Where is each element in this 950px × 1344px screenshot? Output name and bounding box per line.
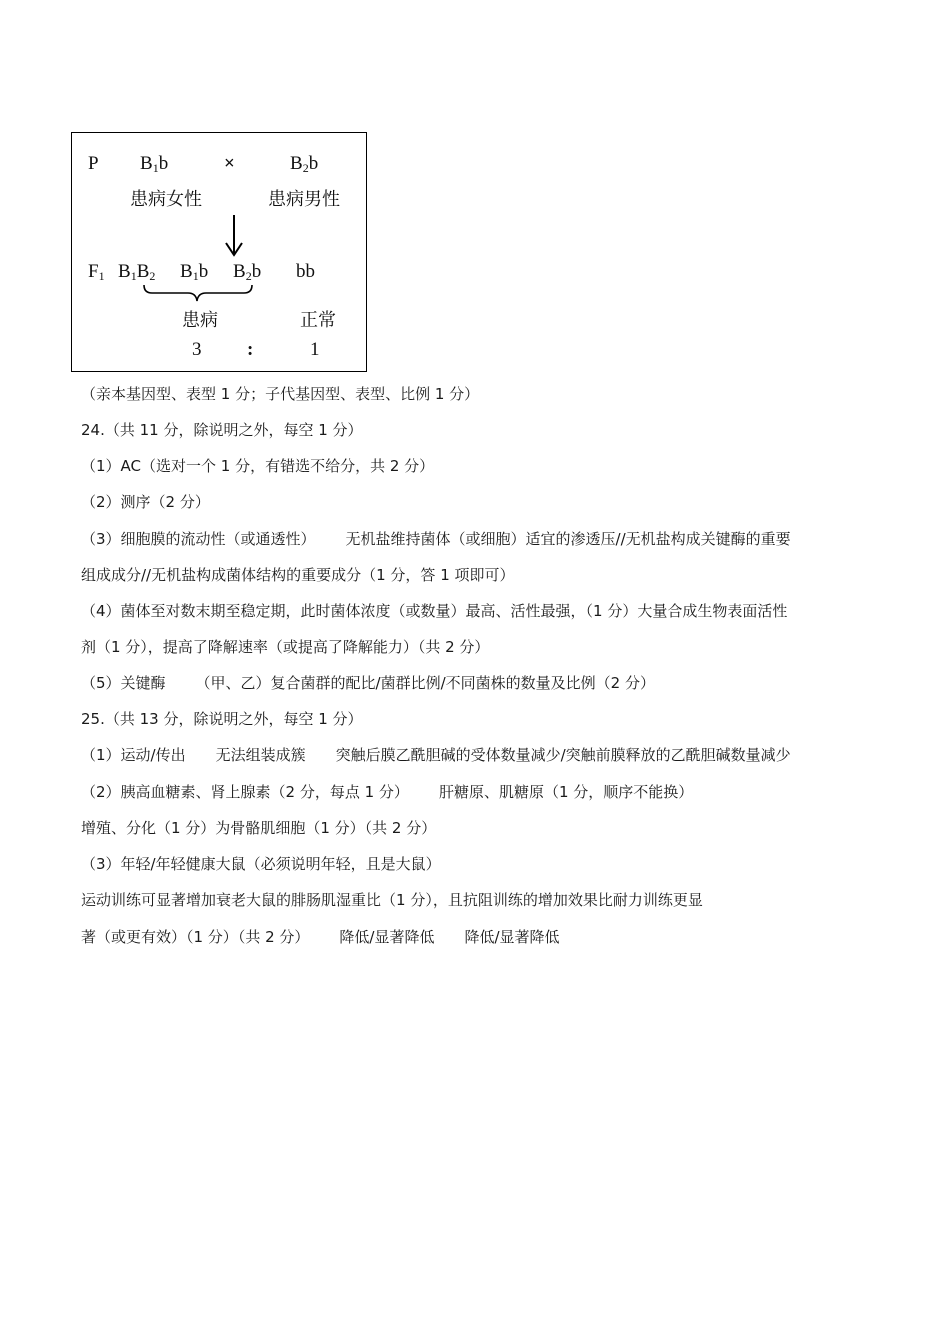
q25-answer-3-final-a: 著（或更有效）（1 分）（共 2 分） xyxy=(81,928,310,946)
q25-answer-3-final-c: 降低/显著降低 xyxy=(464,928,560,946)
q24-answer-5b: （甲、乙）复合菌群的配比/菌群比例/不同菌株的数量及比例（2 分） xyxy=(195,674,655,692)
q25-answer-3: （3）年轻/年轻健康大鼠（必须说明年轻，且是大鼠） xyxy=(81,855,441,873)
q25-answer-2 xyxy=(81,782,693,802)
q24-answer-1: （1）AC（选对一个 1 分，有错选不给分，共 2 分） xyxy=(81,457,435,475)
q24-answer-3b: 无机盐维持菌体（或细胞）适宜的渗透压//无机盐构成关键酶的重要 xyxy=(345,530,791,548)
q24-answer-4-cont: 剂（1 分），提高了降解速率（或提高了降解能力）（共 2 分） xyxy=(81,638,490,656)
f1-label: $F_1$ xyxy=(88,261,105,283)
phenotype-affected: 患病 xyxy=(182,310,218,331)
q24-answer-5a: （5）关键酶 xyxy=(81,674,166,692)
genetic-cross-diagram xyxy=(71,132,367,372)
phenotype-normal: 正常 xyxy=(300,310,336,331)
q24-answer-3a: （3）细胞膜的流动性（或通透性） xyxy=(81,530,316,548)
q25-answer-1b: 无法组装成簇 xyxy=(215,746,306,764)
q25-answer-1a: （1）运动/传出 xyxy=(81,746,186,764)
father-genotype: $B_2b$ xyxy=(290,153,319,175)
q24-answer-3-cont: 组成成分//无机盐构成菌体结构的重要成分（1 分，答 1 项即可） xyxy=(81,566,515,584)
cross-scoring-note: （亲本基因型、表型 1 分；子代基因型、表型、比例 1 分） xyxy=(81,385,480,403)
q24-answer-3 xyxy=(81,529,791,549)
father-phenotype: 患病男性 xyxy=(268,189,340,210)
cross-sign: × xyxy=(224,153,235,174)
q24-heading: 24.（共 11 分，除说明之外，每空 1 分） xyxy=(81,421,363,439)
ratio-colon: : xyxy=(247,339,254,360)
q25-answer-1c: 突触后膜乙酰胆碱的受体数量减少/突触前膜释放的乙酰胆碱数量减少 xyxy=(335,746,791,764)
q24-answer-5 xyxy=(81,673,655,693)
offspring-genotype-4: bb xyxy=(296,261,315,282)
q25-answer-2a: （2）胰高血糖素、肾上腺素（2 分，每点 1 分） xyxy=(81,783,409,801)
q24-answer-4: （4）菌体至对数末期至稳定期，此时菌体浓度（或数量）最高、活性最强，（1 分）大量合成生物表面活性 xyxy=(81,602,788,620)
mother-phenotype: 患病女性 xyxy=(130,189,202,210)
offspring-genotype-1: $B_1B_2$ xyxy=(118,261,156,283)
cross-diagram-lines xyxy=(72,133,368,373)
q25-answer-3-final-b: 降低/显著降低 xyxy=(339,928,435,946)
q25-heading: 25.（共 13 分，除说明之外，每空 1 分） xyxy=(81,710,363,728)
q25-answer-3-cont: 运动训练可显著增加衰老大鼠的腓肠肌湿重比（1 分），且抗阻训练的增加效果比耐力训练更显 xyxy=(81,891,703,909)
ratio-normal: 1 xyxy=(310,339,320,360)
q25-answer-2-cont: 增殖、分化（1 分）为骨骼肌细胞（1 分）（共 2 分） xyxy=(81,819,437,837)
parent-label: P xyxy=(88,153,99,174)
mother-genotype: $B_1b$ xyxy=(140,153,169,175)
offspring-genotype-3: $B_2b$ xyxy=(233,261,262,283)
offspring-genotype-2: $B_1b$ xyxy=(180,261,209,283)
q25-answer-3-final xyxy=(81,927,560,947)
q25-answer-2b: 肝糖原、肌糖原（1 分，顺序不能换） xyxy=(438,783,694,801)
ratio-affected: 3 xyxy=(192,339,202,360)
q25-answer-1 xyxy=(81,745,791,765)
q24-answer-2: （2）测序（2 分） xyxy=(81,493,210,511)
